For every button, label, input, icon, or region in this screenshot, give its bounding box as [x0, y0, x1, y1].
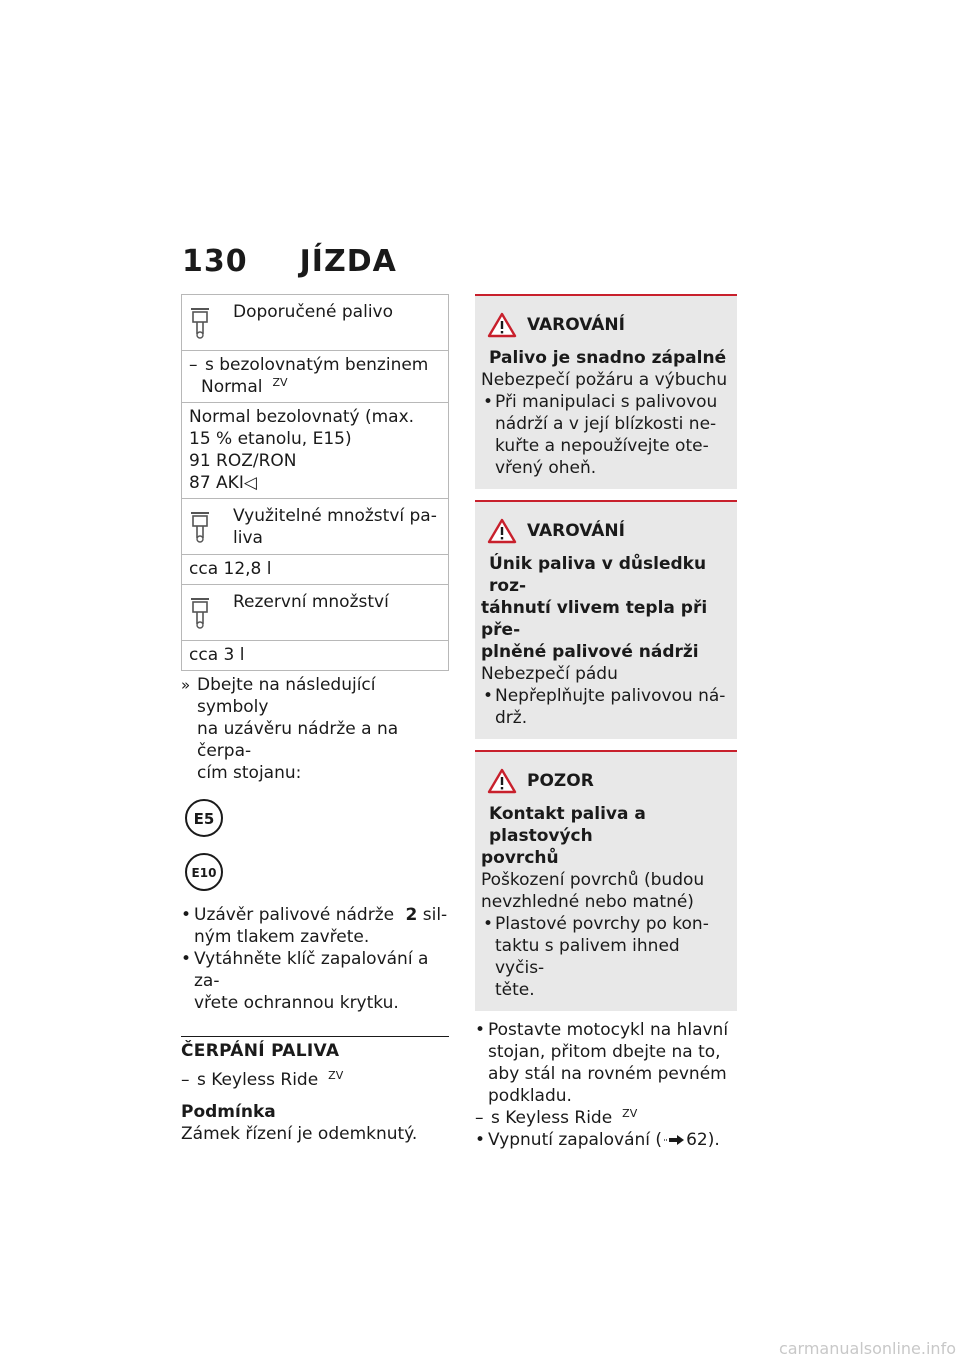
step-text: Vypnutí zapalování ( — [488, 1130, 663, 1150]
bullet-line: vřený oheň. — [495, 458, 597, 478]
bullet-line: nádrží a v její blízkosti ne- — [495, 414, 717, 434]
recommended-fuel-label: Doporučené palivo — [233, 302, 394, 322]
usable-amount-value: cca 12,8 l — [182, 555, 448, 585]
warning-box-overflow — [475, 500, 737, 739]
caution-triangle-icon — [487, 768, 517, 794]
spec-line: 91 ROZ/RON — [189, 451, 297, 471]
e10-symbol-icon — [184, 852, 449, 896]
right-column — [475, 294, 737, 1151]
step-text: • Vytáhněte klíč zapalování a za- — [194, 949, 429, 991]
reserve-row — [182, 585, 448, 641]
watermark: carmanualsonline.info — [778, 1339, 956, 1358]
page-number: 130 — [182, 244, 248, 279]
page-header — [182, 244, 397, 279]
step-text: sil- — [422, 905, 448, 925]
arrow-marker-icon: » — [181, 676, 191, 694]
normal-label: Normal — [201, 377, 263, 397]
step-text: Uzávěr palivové nádrže — [194, 905, 395, 925]
normal-spec-row — [182, 403, 448, 499]
spec-line: Normal bezolovnatý (max. — [189, 407, 415, 427]
step-text: vřete ochrannou krytku. — [194, 993, 399, 1013]
bullet-line: • Nepřeplňujte palivovou ná- — [495, 686, 726, 706]
warning-bullet — [481, 391, 731, 479]
recommended-fuel-row — [182, 295, 448, 351]
warning-body: Nebezpečí požáru a výbuchu — [481, 370, 728, 390]
caution-body: nevzhledné nebo matné) — [481, 892, 694, 912]
caution-label: POZOR — [527, 771, 594, 791]
e5-label: E5 — [193, 810, 215, 828]
ignition-off-step — [475, 1129, 737, 1151]
warning-triangle-icon — [487, 312, 517, 338]
fuel-pump-icon — [189, 505, 233, 550]
condition-text: Zámek řízení je odemknutý. — [181, 1124, 418, 1144]
optional-marker: ZV — [328, 1069, 344, 1082]
unleaded-condition: s bezolovnatým benzinem — [205, 355, 429, 375]
caution-bullet — [481, 913, 731, 1001]
page-reference-link[interactable]: 62). — [686, 1130, 720, 1150]
step-text: ným tlakem zavřete. — [194, 927, 370, 947]
reserve-label: Rezervní množství — [233, 592, 389, 612]
warning-title: Únik paliva v důsledku roz- — [489, 554, 707, 596]
chapter-title: JÍZDA — [299, 244, 397, 279]
spec-line: 87 AKI◁ — [189, 473, 257, 493]
step-text: stojan, přitom dbejte na to, — [488, 1042, 721, 1062]
note-line: cím stojanu: — [197, 763, 302, 783]
caution-body: Poškození povrchů (budou — [481, 870, 705, 890]
warning-label: VAROVÁNÍ — [527, 521, 625, 541]
close-cap-step — [181, 904, 449, 948]
note-line: na uzávěru nádrže a na čerpa- — [197, 719, 399, 761]
keyless-label: s Keyless Ride — [197, 1070, 319, 1090]
left-column — [181, 294, 449, 1145]
bullet-line: drž. — [495, 708, 528, 728]
warning-title: táhnutí vlivem tepla při pře- — [481, 598, 708, 640]
note-line: Dbejte na následující symboly — [197, 675, 376, 717]
caution-title: povrchů — [481, 848, 559, 868]
remove-key-step — [181, 948, 449, 1014]
step-text: • Postavte motocykl na hlavní — [488, 1020, 729, 1040]
warning-bullet — [481, 685, 731, 729]
e5-symbol-icon — [184, 798, 449, 842]
fuel-pump-icon — [189, 301, 233, 346]
bullet-line: • Při manipulaci s palivovou — [495, 392, 718, 412]
step-text: podkladu. — [488, 1086, 572, 1106]
page-reference-arrow-icon[interactable] — [664, 1135, 684, 1145]
bullet-line: • Plastové povrchy po kon- — [495, 914, 709, 934]
e10-label: E10 — [191, 866, 217, 880]
keyless-condition: – s Keyless Ride $^{ZV}$ — [181, 1069, 344, 1090]
warning-title: plněné palivové nádrži — [481, 642, 699, 662]
bullet-line: těte. — [495, 980, 535, 1000]
caution-title: Kontakt paliva a plastových — [489, 804, 646, 846]
bullet-line: kuřte a nepoužívejte ote- — [495, 436, 709, 456]
optional-marker: ZV — [272, 376, 288, 389]
optional-marker: ZV — [622, 1107, 638, 1120]
fuel-pump-icon — [189, 591, 233, 636]
warning-body: Nebezpečí pádu — [481, 664, 618, 684]
step-text: aby stál na rovném pevném — [488, 1064, 727, 1084]
symbols-note — [181, 674, 449, 784]
usable-amount-row — [182, 499, 448, 555]
fuel-spec-table — [181, 294, 449, 671]
section-divider — [181, 1036, 449, 1037]
warning-box-flammable — [475, 294, 737, 489]
keyless-condition: – s Keyless Ride $^{ZV}$ — [475, 1107, 638, 1128]
reserve-value: cca 3 l — [189, 645, 245, 665]
stand-step — [475, 1019, 737, 1107]
usable-amount-label: Využitelné množství pa- — [233, 506, 437, 526]
bullet-line: taktu s palivem ihned vyčis- — [495, 936, 680, 978]
usable-amount-label: liva — [233, 528, 263, 548]
warning-title: Palivo je snadno zápalné — [489, 348, 727, 368]
callout-number: 2 — [405, 905, 418, 925]
section-title: ČERPÁNÍ PALIVA — [181, 1041, 340, 1061]
spec-line: 15 % etanolu, E15) — [189, 429, 352, 449]
unleaded-row: – s bezolovnatým benzinem Normal $^{ZV}$ — [182, 351, 448, 403]
caution-box — [475, 750, 737, 1011]
condition-title: Podmínka — [181, 1102, 276, 1122]
warning-triangle-icon — [487, 518, 517, 544]
warning-label: VAROVÁNÍ — [527, 315, 625, 335]
keyless-label: s Keyless Ride — [491, 1108, 613, 1128]
